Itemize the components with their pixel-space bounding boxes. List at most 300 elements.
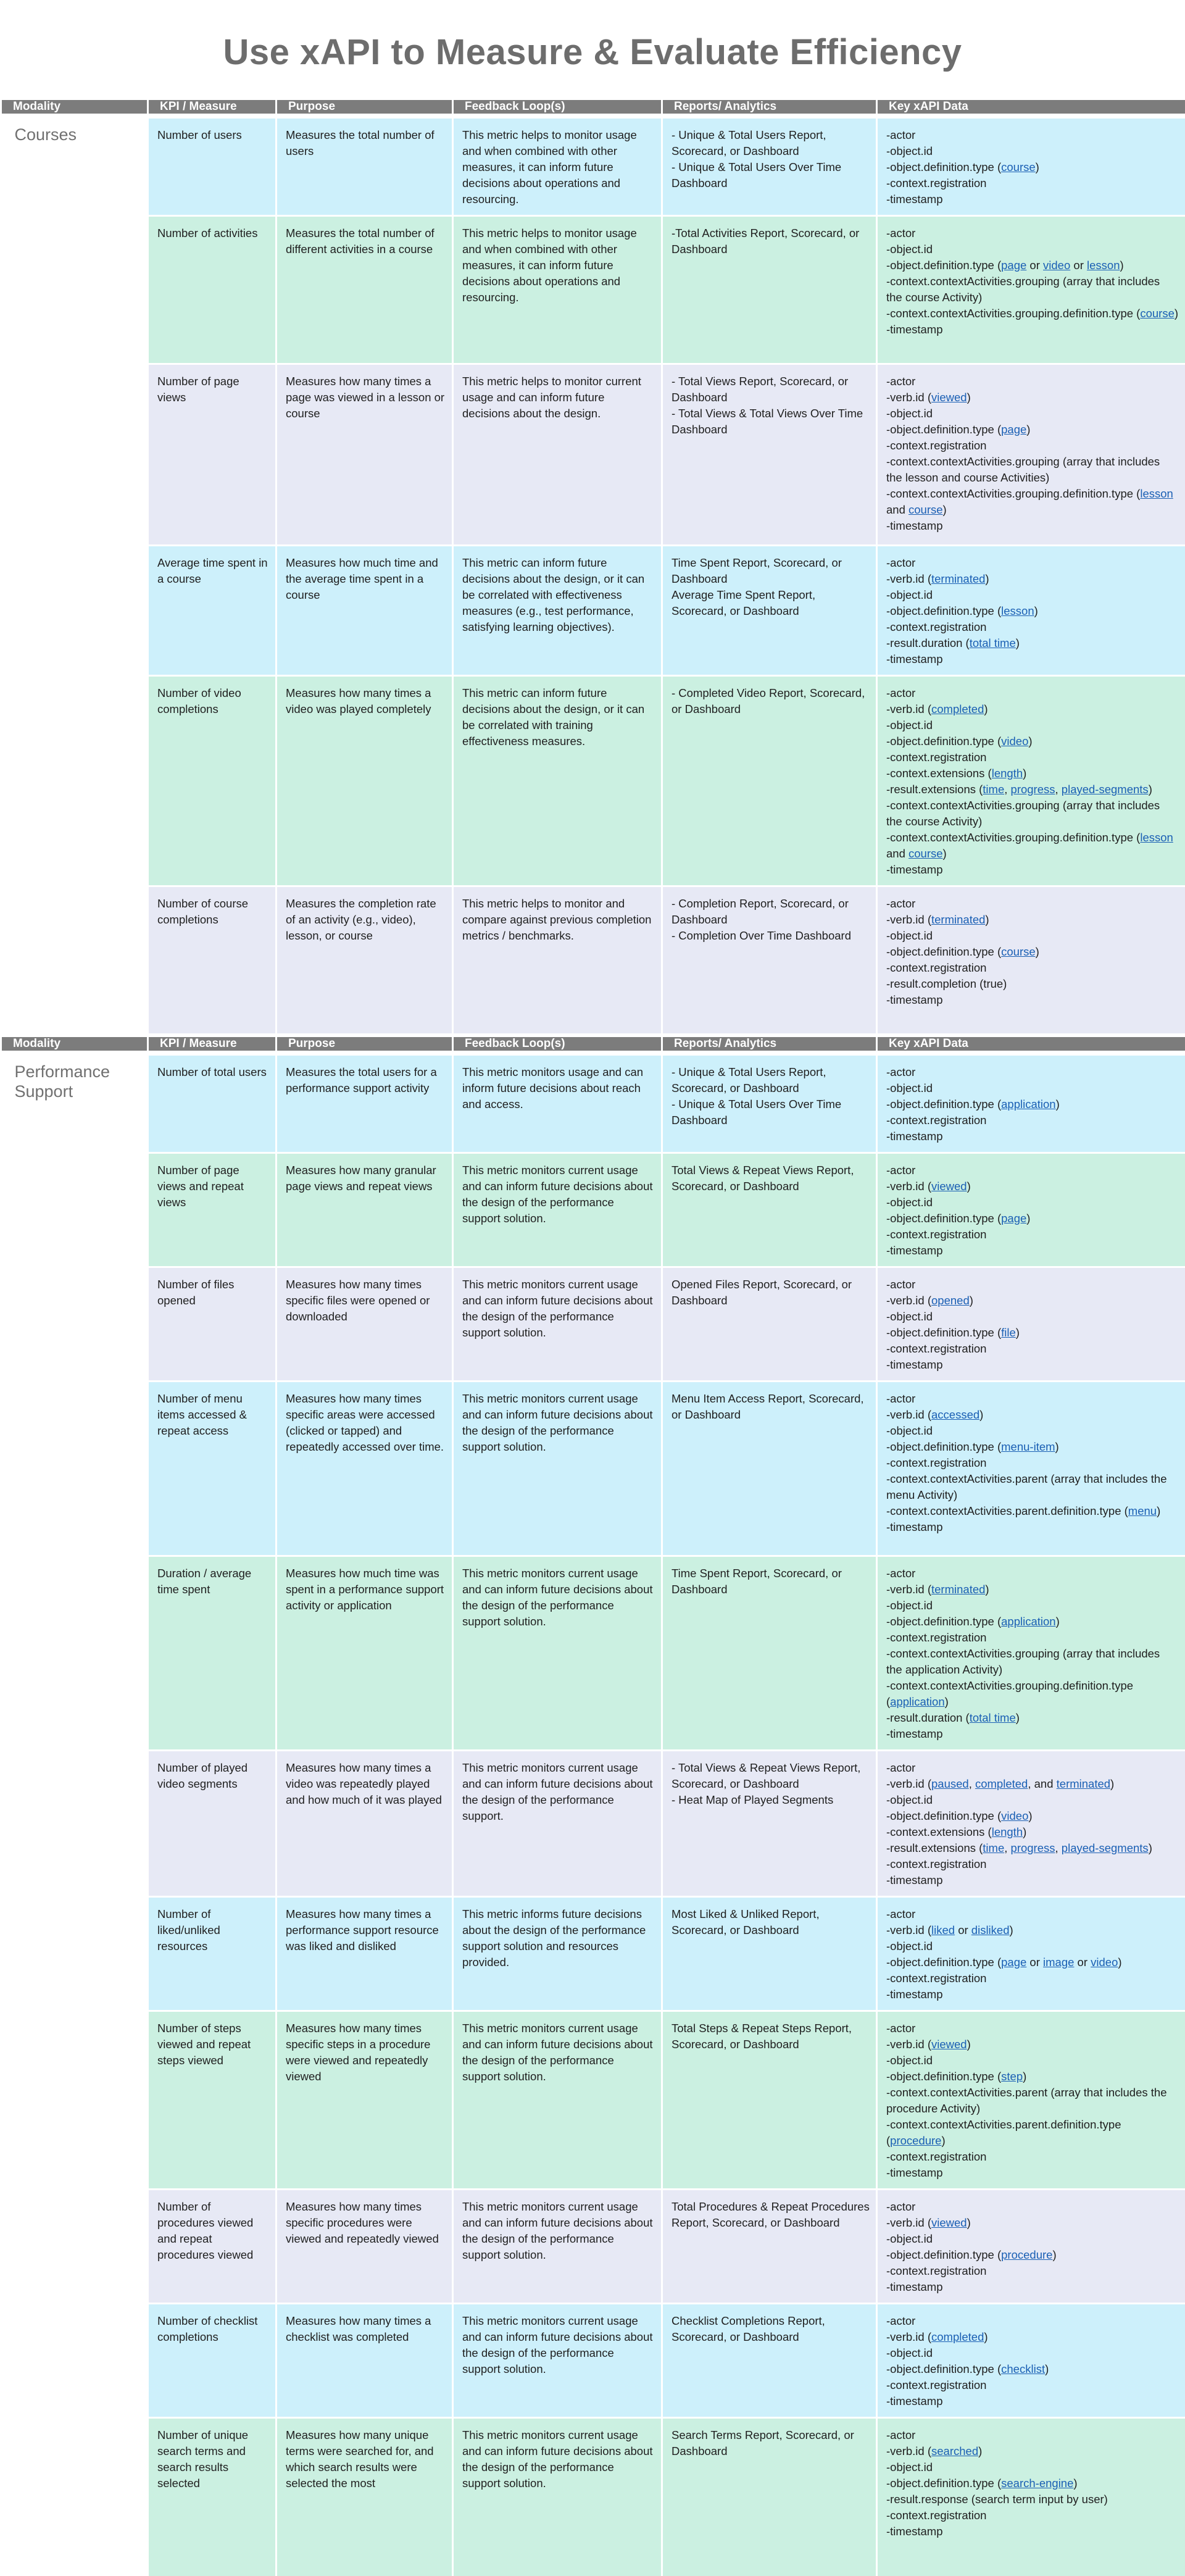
kpi-cell: Number of played video segments <box>148 1750 276 1896</box>
xapi-field: -object.definition.type (video) <box>886 1809 1033 1822</box>
reports-cell <box>662 216 877 364</box>
xapi-field: -object.definition.type (course) <box>886 160 1039 173</box>
xapi-link[interactable]: file <box>1001 1325 1016 1339</box>
key-xapi-data-cell <box>877 1056 1185 1153</box>
reports-cell <box>662 1056 877 1153</box>
report-line: Time Spent Report, Scorecard, or Dashboard <box>672 1566 842 1596</box>
xapi-link[interactable]: video <box>1001 1809 1029 1822</box>
xapi-field: -verb.id (terminated) <box>886 913 989 926</box>
xapi-field: -object.id <box>886 1939 933 1953</box>
reports-cell <box>662 364 877 546</box>
purpose-cell: Measures how many times a video was played completely <box>276 676 453 886</box>
feedback-cell: This metric helps to monitor usage and when combined with other measures, it can inform future decisions about operations and resourcing. <box>453 119 662 216</box>
kpi-cell: Duration / average time spent <box>148 1556 276 1750</box>
xapi-field: -object.id <box>886 1309 933 1323</box>
table-row <box>1 119 1185 216</box>
xapi-link[interactable]: application <box>1001 1614 1056 1628</box>
xapi-link[interactable]: total time <box>969 636 1016 649</box>
xapi-field: -context.contextActivities.grouping.definition.type (application) <box>886 1678 1134 1708</box>
xapi-field: -actor <box>886 1163 916 1177</box>
xapi-field: -context.contextActivities.grouping (array that includes the course Activity) <box>886 799 1160 828</box>
feedback-cell: This metric helps to monitor current usage and can inform future decisions about the design. <box>453 364 662 546</box>
report-line: - Completed Video Report, Scorecard, or Dashboard <box>672 686 865 715</box>
kpi-cell: Number of course completions <box>148 886 276 1035</box>
header-gap <box>1 1051 1185 1056</box>
xapi-field: -object.id <box>886 407 933 420</box>
table-row <box>1 2011 1185 2189</box>
xapi-link[interactable]: disliked <box>971 1923 1010 1936</box>
xapi-field: -timestamp <box>886 323 943 336</box>
key-xapi-data-cell <box>877 1556 1185 1750</box>
report-line: - Unique & Total Users Over Time Dashboard <box>672 1097 842 1127</box>
xapi-link[interactable]: page <box>1001 423 1027 436</box>
xapi-link[interactable]: menu <box>1128 1504 1157 1517</box>
xapi-field: -timestamp <box>886 2165 943 2179</box>
table-row <box>1 2189 1185 2303</box>
xapi-field: -result.extensions (time, progress, played-segments) <box>886 783 1152 796</box>
table-header-row <box>1 100 1185 114</box>
xapi-link[interactable]: course <box>908 503 943 516</box>
key-xapi-data-cell <box>877 2303 1185 2417</box>
table-row <box>1 1381 1185 1556</box>
xapi-link[interactable]: progress <box>1010 783 1055 796</box>
kpi-cell: Number of files opened <box>148 1267 276 1381</box>
purpose-cell: Measures how many times a performance support resource was liked and disliked <box>276 1896 453 2011</box>
purpose-cell: Measures how many times specific procedures were viewed and repeatedly viewed <box>276 2189 453 2303</box>
kpi-cell: Number of activities <box>148 216 276 364</box>
xapi-field: -object.id <box>886 1793 933 1806</box>
xapi-field: -context.registration <box>886 1113 987 1127</box>
reports-cell <box>662 1381 877 1556</box>
report-line: Menu Item Access Report, Scorecard, or Dashboard <box>672 1391 864 1421</box>
xapi-field: -object.definition.type (page) <box>886 1211 1031 1225</box>
xapi-field: -verb.id (accessed) <box>886 1407 984 1421</box>
table-row <box>1 546 1185 676</box>
key-xapi-data-cell <box>877 1896 1185 2011</box>
report-line: - Total Views & Total Views Over Time Dashboard <box>672 407 863 436</box>
xapi-link[interactable]: procedure <box>890 2133 942 2147</box>
xapi-link[interactable]: lesson <box>1001 604 1034 617</box>
xapi-field: -object.definition.type (file) <box>886 1325 1020 1339</box>
report-line: - Unique & Total Users Over Time Dashboard <box>672 160 842 190</box>
xapi-link[interactable]: played-segments <box>1061 1841 1149 1854</box>
feedback-cell: This metric helps to monitor usage and when combined with other measures, it can inform future decisions about operations and resourcing. <box>453 216 662 364</box>
xapi-link[interactable]: viewed <box>931 391 967 404</box>
xapi-field: -verb.id (terminated) <box>886 1582 989 1596</box>
feedback-cell: This metric monitors current usage and can inform future decisions about the design of the performance support solution. <box>453 2189 662 2303</box>
kpi-cell: Number of video completions <box>148 676 276 886</box>
xapi-link[interactable]: course <box>1001 945 1036 958</box>
table-row <box>1 216 1185 364</box>
xapi-field: -context.extensions (length) <box>886 767 1027 780</box>
xapi-field: -verb.id (terminated) <box>886 572 989 585</box>
header-reports: Reports/ Analytics <box>662 1037 877 1051</box>
key-xapi-data-cell <box>877 1267 1185 1381</box>
table-row <box>1 1267 1185 1381</box>
xapi-link[interactable]: lesson <box>1140 487 1173 500</box>
xapi-field: -verb.id (completed) <box>886 702 988 715</box>
report-line: Most Liked & Unliked Report, Scorecard, or Dashboard <box>672 1907 820 1936</box>
header-modality: Modality <box>1 1037 148 1051</box>
xapi-field: -verb.id (viewed) <box>886 1179 971 1193</box>
xapi-field: -context.registration <box>886 620 987 633</box>
report-line: Average Time Spent Report, Scorecard, or Dashboard <box>672 588 816 617</box>
reports-cell <box>662 676 877 886</box>
xapi-link[interactable]: lesson <box>1087 259 1120 272</box>
xapi-field: -object.id <box>886 2460 933 2474</box>
xapi-link[interactable]: completed <box>975 1777 1028 1790</box>
xapi-field: -timestamp <box>886 1727 943 1740</box>
report-line: -Total Activities Report, Scorecard, or Dashboard <box>672 227 860 256</box>
purpose-cell: Measures how many times specific areas were accessed (clicked or tapped) and repeatedly accessed over time. <box>276 1381 453 1556</box>
xapi-link[interactable]: page <box>1001 259 1027 272</box>
xapi-field: -verb.id (completed) <box>886 2330 988 2343</box>
xapi-link[interactable]: application <box>890 1694 945 1708</box>
xapi-field: -object.definition.type (application) <box>886 1614 1060 1628</box>
xapi-field: -actor <box>886 2428 916 2441</box>
xapi-field: -object.definition.type (lesson) <box>886 604 1038 617</box>
xapi-field: -actor <box>886 128 916 141</box>
key-xapi-data-cell <box>877 546 1185 676</box>
xapi-field: -context.registration <box>886 1857 987 1870</box>
xapi-link[interactable]: video <box>1091 1955 1118 1969</box>
purpose-cell: Measures how many times a checklist was completed <box>276 2303 453 2417</box>
xapi-field: -timestamp <box>886 1520 943 1533</box>
key-xapi-data-cell <box>877 216 1185 364</box>
reports-cell <box>662 2011 877 2189</box>
header-key-data: Key xAPI Data <box>877 100 1185 114</box>
reports-cell <box>662 1896 877 2011</box>
purpose-cell: Measures the completion rate of an activity (e.g., video), lesson, or course <box>276 886 453 1035</box>
xapi-field: -actor <box>886 2199 916 2213</box>
xapi-link[interactable]: opened <box>931 1293 970 1307</box>
xapi-field: -object.id <box>886 144 933 157</box>
xapi-link[interactable]: completed <box>931 702 984 715</box>
xapi-field: -context.contextActivities.grouping (array that includes the lesson and course Activities) <box>886 455 1160 484</box>
xapi-field: -object.id <box>886 588 933 601</box>
xapi-link[interactable]: played-segments <box>1061 783 1149 796</box>
xapi-field: -object.id <box>886 1598 933 1612</box>
xapi-field: -object.id <box>886 1081 933 1094</box>
xapi-field: -context.registration <box>886 1971 987 1985</box>
report-line: - Total Views Report, Scorecard, or Dashboard <box>672 375 849 404</box>
table-row <box>1 1153 1185 1267</box>
purpose-cell: Measures how many granular page views and repeat views <box>276 1153 453 1267</box>
xapi-link[interactable]: page <box>1001 1955 1027 1969</box>
xapi-field: -object.definition.type (procedure) <box>886 2248 1057 2261</box>
xapi-link[interactable]: paused <box>931 1777 969 1790</box>
reports-cell <box>662 886 877 1035</box>
xapi-field: -timestamp <box>886 2524 943 2538</box>
feedback-cell: This metric monitors current usage and can inform future decisions about the design of the performance support solution. <box>453 2303 662 2417</box>
header-key-data: Key xAPI Data <box>877 1037 1185 1051</box>
xapi-field: -object.definition.type (checklist) <box>886 2362 1049 2375</box>
purpose-cell: Measures the total number of different activities in a course <box>276 216 453 364</box>
xapi-field: -actor <box>886 1566 916 1580</box>
key-xapi-data-cell <box>877 1153 1185 1267</box>
table-row <box>1 1896 1185 2011</box>
xapi-field: -context.contextActivities.grouping.definition.type (lesson and course) <box>886 487 1173 516</box>
table-row <box>1 1056 1185 1153</box>
table-body <box>1 100 1185 2576</box>
purpose-cell: Measures how much time was spent in a performance support activity or application <box>276 1556 453 1750</box>
kpi-cell: Number of unique search terms and search results selected <box>148 2417 276 2576</box>
table-header-row <box>1 1037 1185 1051</box>
reports-cell <box>662 1267 877 1381</box>
xapi-field: -verb.id (viewed) <box>886 391 971 404</box>
xapi-link[interactable]: course <box>908 847 943 860</box>
xapi-link[interactable]: viewed <box>931 2037 967 2051</box>
xapi-field: -object.definition.type (step) <box>886 2069 1027 2083</box>
report-line: - Completion Over Time Dashboard <box>672 929 851 942</box>
xapi-field: -context.registration <box>886 2264 987 2277</box>
xapi-link[interactable]: image <box>1043 1955 1075 1969</box>
xapi-link[interactable]: searched <box>931 2444 979 2457</box>
xapi-field: -context.registration <box>886 1630 987 1644</box>
reports-cell <box>662 546 877 676</box>
xapi-link[interactable]: viewed <box>931 1179 967 1193</box>
kpi-table <box>0 100 1185 2576</box>
feedback-cell: This metric monitors current usage and can inform future decisions about the design of the performance support solution. <box>453 1556 662 1750</box>
xapi-field: -actor <box>886 375 916 388</box>
purpose-cell: Measures how much time and the average time spent in a course <box>276 546 453 676</box>
report-line: - Unique & Total Users Report, Scorecard, or Dashboard <box>672 1065 826 1094</box>
xapi-field: -context.registration <box>886 177 987 190</box>
header-purpose: Purpose <box>276 1037 453 1051</box>
xapi-field: -actor <box>886 686 916 699</box>
xapi-field: -result.completion (true) <box>886 977 1007 990</box>
xapi-link[interactable]: terminated <box>1056 1777 1111 1790</box>
table-row <box>1 364 1185 546</box>
xapi-field: -context.contextActivities.parent (array that includes the procedure Activity) <box>886 2085 1167 2115</box>
xapi-field: -context.registration <box>886 2378 987 2391</box>
xapi-field: -context.registration <box>886 751 987 764</box>
feedback-cell: This metric can inform future decisions about the design, or it can be correlated with effectiveness measures (e.g., test performance, satisfying learning objectives). <box>453 546 662 676</box>
reports-cell <box>662 2189 877 2303</box>
purpose-cell: Measures the total number of users <box>276 119 453 216</box>
key-xapi-data-cell <box>877 1381 1185 1556</box>
report-line: Time Spent Report, Scorecard, or Dashboard <box>672 556 842 585</box>
table-row <box>1 1556 1185 1750</box>
xapi-field: -object.definition.type (page) <box>886 423 1031 436</box>
table-row <box>1 886 1185 1035</box>
xapi-link[interactable]: page <box>1001 1211 1027 1225</box>
xapi-link[interactable]: course <box>1001 160 1036 173</box>
xapi-link[interactable]: liked <box>931 1923 955 1936</box>
xapi-field: -timestamp <box>886 1873 943 1886</box>
xapi-field: -object.id <box>886 1195 933 1209</box>
xapi-link[interactable]: length <box>991 1825 1023 1838</box>
xapi-field: -actor <box>886 2021 916 2035</box>
purpose-cell: Measures how many times specific steps in a procedure were viewed and repeatedly viewed <box>276 2011 453 2189</box>
xapi-link[interactable]: procedure <box>1001 2248 1053 2261</box>
kpi-cell: Number of users <box>148 119 276 216</box>
xapi-link[interactable]: viewed <box>931 2215 967 2229</box>
xapi-field: -actor <box>886 1277 916 1291</box>
xapi-link[interactable]: application <box>1001 1097 1056 1111</box>
xapi-link[interactable]: progress <box>1010 1841 1055 1854</box>
xapi-field: -timestamp <box>886 1129 943 1143</box>
xapi-field: -actor <box>886 1761 916 1774</box>
modality-label: Performance Support <box>1 1056 148 2576</box>
xapi-field: -context.contextActivities.grouping (array that includes the application Activity) <box>886 1646 1160 1676</box>
xapi-field: -object.id <box>886 2053 933 2067</box>
xapi-field: -object.id <box>886 2346 933 2359</box>
xapi-link[interactable]: completed <box>931 2330 984 2343</box>
xapi-link[interactable]: lesson <box>1140 831 1173 844</box>
xapi-field: -context.contextActivities.parent.definition.type (procedure) <box>886 2117 1121 2147</box>
xapi-link[interactable]: search-engine <box>1001 2476 1074 2490</box>
xapi-field: -actor <box>886 1391 916 1405</box>
xapi-link[interactable]: time <box>983 1841 1005 1854</box>
xapi-field: -timestamp <box>886 519 943 532</box>
xapi-link[interactable]: terminated <box>931 913 986 926</box>
xapi-field: -object.definition.type (course) <box>886 945 1039 958</box>
purpose-cell: Measures how many unique terms were searched for, and which search results were selected the most <box>276 2417 453 2576</box>
xapi-field: -timestamp <box>886 1243 943 1257</box>
xapi-field: -context.registration <box>886 439 987 452</box>
feedback-cell: This metric monitors current usage and can inform future decisions about the design of the performance support solution. <box>453 1267 662 1381</box>
xapi-field: -object.definition.type (page or video or lesson) <box>886 259 1124 272</box>
header-kpi: KPI / Measure <box>148 1037 276 1051</box>
xapi-field: -timestamp <box>886 863 943 876</box>
key-xapi-data-cell <box>877 676 1185 886</box>
xapi-field: -verb.id (paused, completed, and terminated) <box>886 1777 1115 1790</box>
header-feedback: Feedback Loop(s) <box>453 1037 662 1051</box>
xapi-link[interactable]: course <box>1140 307 1175 320</box>
xapi-field: -object.id <box>886 1423 933 1437</box>
xapi-field: -context.contextActivities.parent.definition.type (menu) <box>886 1504 1161 1517</box>
table-row <box>1 1750 1185 1896</box>
kpi-cell: Number of steps viewed and repeat steps viewed <box>148 2011 276 2189</box>
xapi-field: -result.duration (total time) <box>886 636 1020 649</box>
kpi-cell: Number of page views <box>148 364 276 546</box>
xapi-link[interactable]: terminated <box>931 572 986 585</box>
xapi-field: -timestamp <box>886 193 943 206</box>
xapi-link[interactable]: video <box>1043 259 1071 272</box>
xapi-field: -actor <box>886 1907 916 1920</box>
report-line: Total Procedures & Repeat Procedures Report, Scorecard, or Dashboard <box>672 2199 870 2229</box>
xapi-field: -object.definition.type (video) <box>886 735 1033 748</box>
xapi-link[interactable]: checklist <box>1001 2362 1046 2375</box>
xapi-link[interactable]: length <box>991 767 1023 780</box>
key-xapi-data-cell <box>877 2417 1185 2576</box>
report-line: Total Steps & Repeat Steps Report, Scorecard, or Dashboard <box>672 2021 852 2051</box>
xapi-link[interactable]: menu-item <box>1001 1440 1055 1453</box>
xapi-field: -context.contextActivities.grouping.definition.type (lesson and course) <box>886 831 1173 860</box>
xapi-field: -context.contextActivities.parent (array that includes the menu Activity) <box>886 1472 1167 1501</box>
xapi-field: -timestamp <box>886 1987 943 2001</box>
xapi-field: -actor <box>886 556 916 569</box>
xapi-field: -timestamp <box>886 2394 943 2407</box>
modality-label: Courses <box>1 119 148 1035</box>
purpose-cell: Measures how many times a video was repeatedly played and how much of it was played <box>276 1750 453 1896</box>
xapi-field: -actor <box>886 2314 916 2327</box>
report-line: Search Terms Report, Scorecard, or Dashboard <box>672 2428 854 2457</box>
xapi-field: -result.duration (total time) <box>886 1711 1020 1724</box>
reports-cell <box>662 1153 877 1267</box>
xapi-field: -context.registration <box>886 2508 987 2522</box>
feedback-cell: This metric monitors current usage and can inform future decisions about the design of the performance support solution. <box>453 1153 662 1267</box>
kpi-cell: Number of checklist completions <box>148 2303 276 2417</box>
kpi-cell: Number of menu items accessed & repeat access <box>148 1381 276 1556</box>
xapi-field: -actor <box>886 227 916 240</box>
header-gap <box>1 114 1185 119</box>
xapi-field: -context.registration <box>886 961 987 974</box>
header-feedback: Feedback Loop(s) <box>453 100 662 114</box>
xapi-field: -result.response (search term input by user) <box>886 2492 1108 2506</box>
xapi-field: -object.id <box>886 2232 933 2245</box>
xapi-field: -object.id <box>886 243 933 256</box>
xapi-link[interactable]: time <box>983 783 1005 796</box>
reports-cell <box>662 1750 877 1896</box>
report-line: Opened Files Report, Scorecard, or Dashboard <box>672 1277 852 1307</box>
xapi-link[interactable]: accessed <box>931 1407 980 1421</box>
purpose-cell: Measures how many times a page was viewed in a lesson or course <box>276 364 453 546</box>
xapi-field: -context.registration <box>886 1341 987 1355</box>
report-line: - Unique & Total Users Report, Scorecard, or Dashboard <box>672 128 826 157</box>
header-kpi: KPI / Measure <box>148 100 276 114</box>
report-line: Checklist Completions Report, Scorecard, or Dashboard <box>672 2314 825 2343</box>
key-xapi-data-cell <box>877 1750 1185 1896</box>
key-xapi-data-cell <box>877 364 1185 546</box>
reports-cell <box>662 2417 877 2576</box>
key-xapi-data-cell <box>877 119 1185 216</box>
xapi-field: -object.id <box>886 929 933 942</box>
reports-cell <box>662 2303 877 2417</box>
xapi-link[interactable]: video <box>1001 735 1029 748</box>
feedback-cell: This metric monitors current usage and can inform future decisions about the design of the performance support solution. <box>453 2011 662 2189</box>
xapi-field: -object.definition.type (application) <box>886 1097 1060 1111</box>
xapi-field: -context.contextActivities.grouping.definition.type (course) <box>886 307 1179 320</box>
table-row <box>1 2417 1185 2576</box>
kpi-cell: Number of page views and repeat views <box>148 1153 276 1267</box>
feedback-cell: This metric monitors current usage and can inform future decisions about the design of the performance support solution. <box>453 2417 662 2576</box>
xapi-field: -object.id <box>886 719 933 732</box>
purpose-cell: Measures the total users for a performance support activity <box>276 1056 453 1153</box>
xapi-field: -timestamp <box>886 1357 943 1371</box>
reports-cell <box>662 1556 877 1750</box>
purpose-cell: Measures how many times specific files were opened or downloaded <box>276 1267 453 1381</box>
table-row <box>1 2303 1185 2417</box>
xapi-field: -actor <box>886 1065 916 1078</box>
page-title: Use xAPI to Measure & Evaluate Efficiency <box>223 31 962 72</box>
feedback-cell: This metric monitors current usage and can inform future decisions about the design of the performance support. <box>453 1750 662 1896</box>
xapi-link[interactable]: total time <box>969 1711 1016 1724</box>
xapi-field: -verb.id (opened) <box>886 1293 973 1307</box>
xapi-field: -object.definition.type (page or image or video) <box>886 1955 1122 1969</box>
xapi-field: -actor <box>886 897 916 910</box>
xapi-field: -context.extensions (length) <box>886 1825 1027 1838</box>
xapi-field: -context.registration <box>886 1227 987 1241</box>
kpi-cell: Number of procedures viewed and repeat procedures viewed <box>148 2189 276 2303</box>
feedback-cell: This metric monitors usage and can inform future decisions about reach and access. <box>453 1056 662 1153</box>
header-modality: Modality <box>1 100 148 114</box>
feedback-cell: This metric informs future decisions about the design of the performance support solution and resources provided. <box>453 1896 662 2011</box>
feedback-cell: This metric helps to monitor and compare against previous completion metrics / benchmarks. <box>453 886 662 1035</box>
xapi-field: -timestamp <box>886 993 943 1006</box>
feedback-cell: This metric can inform future decisions about the design, or it can be correlated with training effectiveness measures. <box>453 676 662 886</box>
xapi-link[interactable]: step <box>1001 2069 1023 2083</box>
xapi-field: -timestamp <box>886 2280 943 2293</box>
key-xapi-data-cell <box>877 2189 1185 2303</box>
xapi-field: -context.registration <box>886 2149 987 2163</box>
xapi-link[interactable]: terminated <box>931 1582 986 1596</box>
xapi-field: -object.definition.type (search-engine) <box>886 2476 1078 2490</box>
report-line: - Total Views & Repeat Views Report, Scorecard, or Dashboard <box>672 1761 861 1790</box>
report-line: Total Views & Repeat Views Report, Scorecard, or Dashboard <box>672 1163 854 1193</box>
kpi-cell: Number of total users <box>148 1056 276 1153</box>
